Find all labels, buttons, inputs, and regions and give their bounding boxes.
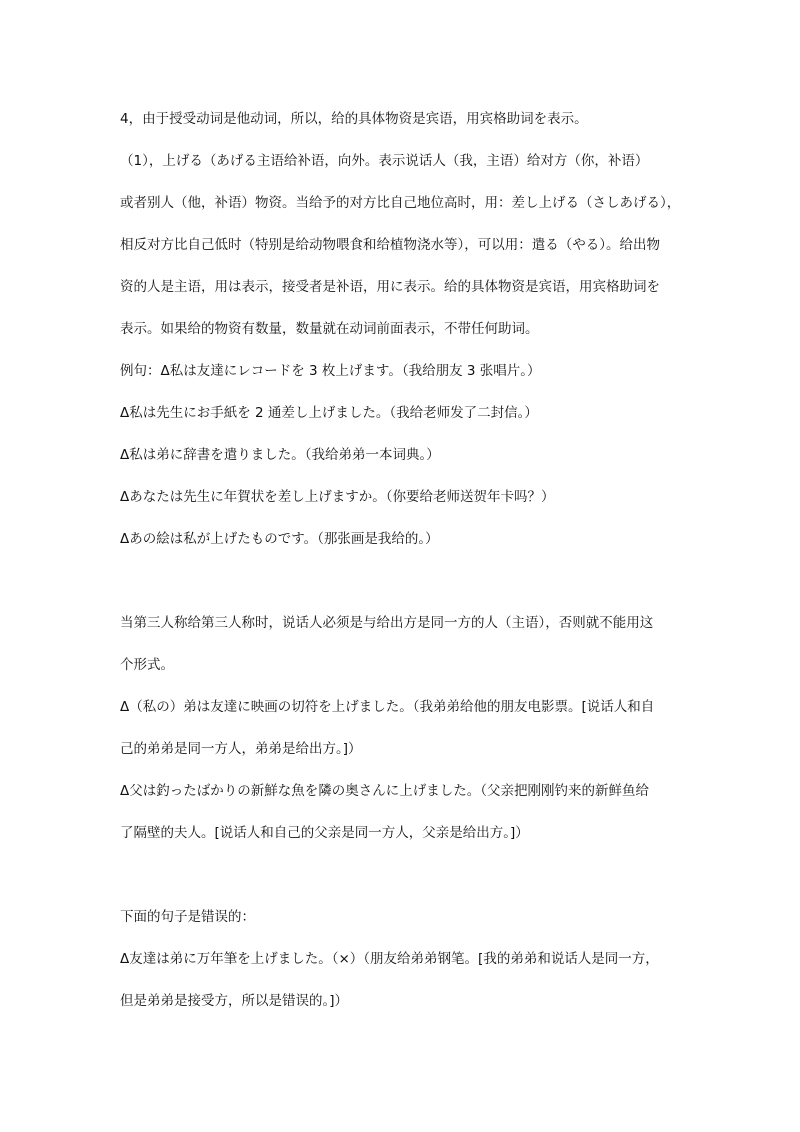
text-line: 下面的句子是错误的： <box>120 909 255 925</box>
text-line: 个形式。 <box>120 657 174 673</box>
example-line: 但是弟弟是接受方，所以是错误的。]） <box>120 993 349 1009</box>
text-line: 资的人是主语，用は表示，接受者是补语，用に表示。给的具体物资是宾语，用宾格助词を <box>120 279 660 295</box>
example-line: 例句：Δ私は友達にレコードを 3 枚上げます。（我给朋友 3 张唱片。） <box>120 363 541 379</box>
example-line: 了隔壁的夫人。[说话人和自己的父亲是同一方人，父亲是给出方。]） <box>120 825 529 841</box>
example-line: Δあなたは先生に年賀状を差し上げますか。（你要给老师送贺年卡吗？） <box>120 489 555 505</box>
example-line: Δ（私の）弟は友達に映画の切符を上げました。（我弟弟给他的朋友电影票。[说话人和自 <box>120 699 655 715</box>
example-line: 己的弟弟是同一方人，弟弟是给出方。]） <box>120 741 362 757</box>
example-line: Δあの絵は私が上げたものです。（那张画是我给的。） <box>120 531 439 547</box>
example-line: Δ私は弟に辞書を遣りました。（我给弟弟一本词典。） <box>120 447 440 463</box>
example-line: Δ私は先生にお手紙を 2 通差し上げました。（我给老师发了二封信。） <box>120 405 538 421</box>
example-line: Δ父は釣ったばかりの新鮮な魚を隣の奥さんに上げました。（父亲把刚刚钓来的新鲜鱼给 <box>120 783 649 799</box>
text-line: 4，由于授受动词是他动词，所以，给的具体物资是宾语，用宾格助词を表示。 <box>120 111 588 127</box>
example-line: Δ友達は弟に万年筆を上げました。（×）（朋友给弟弟钢笔。[我的弟弟和说话人是同一方， <box>120 951 659 967</box>
text-line: （1），上げる（あげる主语给补语，向外。表示说话人（我，主语）给对方（你，补语） <box>120 153 649 169</box>
text-line: 或者别人（他，补语）物资。当给予的对方比自己地位高时，用：差し上げる（さしあげる）， <box>120 195 681 211</box>
text-line: 当第三人称给第三人称时，说话人必须是与给出方是同一方的人（主语），否则就不能用这 <box>120 615 654 631</box>
text-line: 相反对方比自己低时（特别是给动物喂食和给植物浇水等），可以用：遣る（やる）。给出物 <box>120 237 660 253</box>
text-line: 表示。如果给的物资有数量，数量就在动词前面表示，不带任何助词。 <box>120 321 539 337</box>
